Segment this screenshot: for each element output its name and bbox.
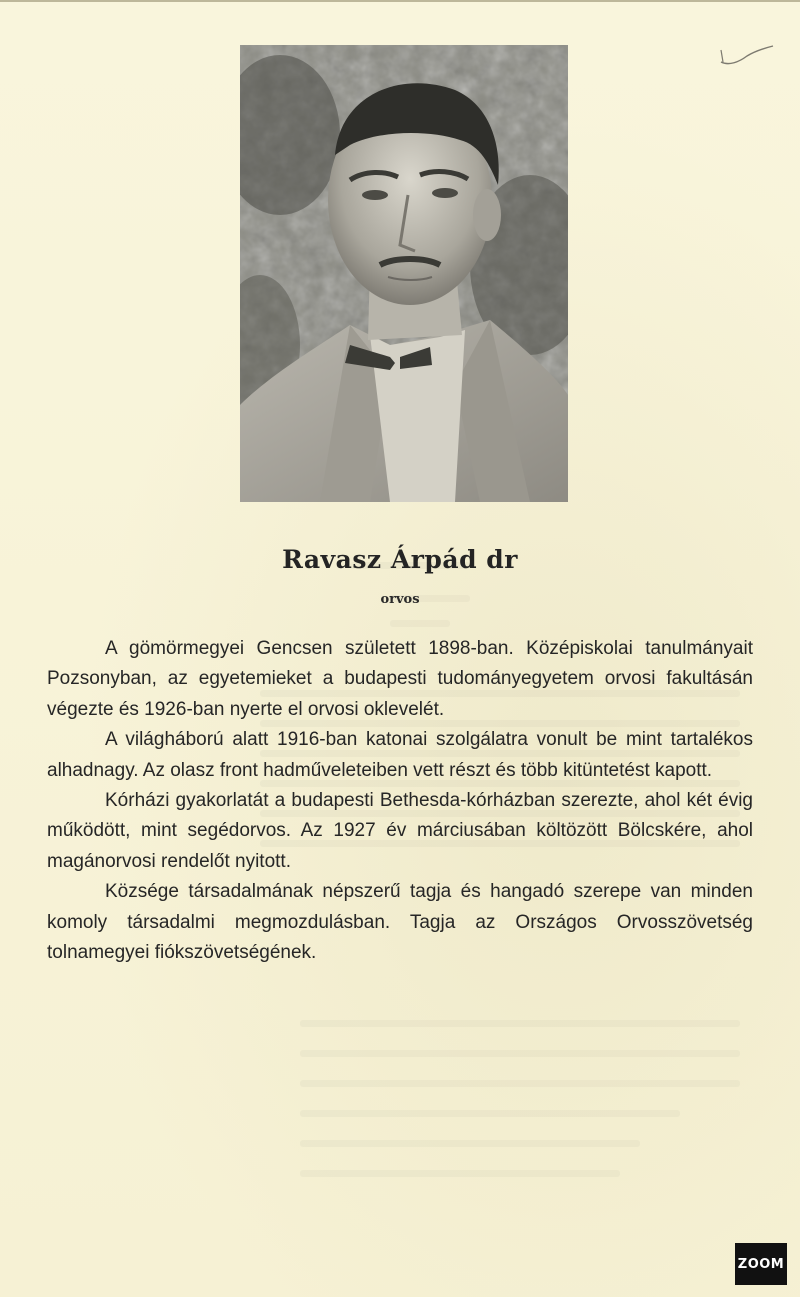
person-name: Ravasz Árpád dr: [282, 545, 518, 574]
bio-paragraph: Községe társadalmának népszerű tagja és hangadó szerepe van minden komoly társadalmi megmozdulásban. Tagja az Országos Orvosszövetség tolnamegyei fiókszövetségének.: [47, 881, 753, 964]
bio-paragraph: Kórházi gyakorlatát a budapesti Bethesda-kórházban szerezte, ahol két évig működött, mint segédorvos. Az 1927 év márciusában költözött Bölcskére, ahol magánorvosi rendelőt nyitott.: [47, 790, 753, 872]
profession-label: orvos: [380, 592, 420, 607]
biography-text: [47, 634, 753, 968]
top-edge-rule: [0, 0, 800, 2]
bio-paragraph: A gömörmegyei Gencsen született 1898-ban. Középiskolai tanulmányait Pozsonyban, az egyetemieket a budapesti tudományegyetem orvosi fakultásán végezte és 1926-ban nyerte el orvosi oklevelét.: [47, 638, 753, 720]
pen-mark: [715, 42, 775, 70]
zoom-watermark-logo: ZOOM: [735, 1243, 787, 1285]
bio-paragraph: A világháború alatt 1916-ban katonai szolgálatra vonult be mint tartalékos alhadnagy. Az olasz front hadműveleteiben vett részt és több kitüntetést kapott.: [47, 729, 753, 781]
portrait-photo: [240, 45, 568, 502]
